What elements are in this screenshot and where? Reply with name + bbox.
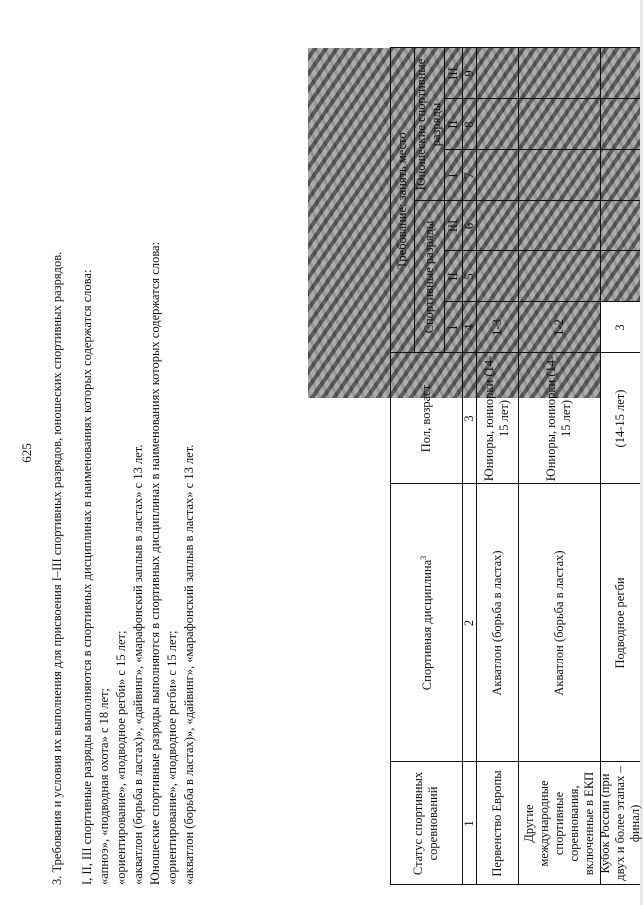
- header-sport-ranks: Спортивные разряды: [421, 220, 436, 334]
- rank-label: II: [445, 272, 460, 281]
- intro-line: «апноэ», «подводная охота» с 18 лет;: [97, 687, 111, 885]
- table-row-status: Кубок России (при двух и более этапах – финал): [597, 766, 642, 881]
- table-row-rank-i: 3: [612, 324, 627, 331]
- table-line: [462, 48, 463, 885]
- column-number: 8: [461, 121, 476, 128]
- rank-label: I: [445, 173, 460, 178]
- header-status: Статус спортивных соревнований: [411, 771, 440, 876]
- table-line: [444, 250, 640, 251]
- table-line: [476, 48, 477, 885]
- table-line: [414, 200, 640, 201]
- intro-line: «акватлон (борьба в ластах)», «дайвинг», «марафонский заплыв в ластах» с 13 лет.: [131, 444, 145, 885]
- intro-line: Юношеские спортивные разряды выполняются в спортивных дисциплинах в наименованиях которых содержатся слова:: [148, 241, 162, 885]
- table-line: [518, 48, 519, 885]
- column-number: 1: [461, 820, 476, 827]
- table-row-status: Другие международные спортивные соревнования, включенные в ЕКП: [521, 771, 596, 876]
- table-line: [444, 301, 640, 302]
- header-requirement: Требование: занять место: [394, 132, 409, 269]
- column-number: 5: [461, 273, 476, 280]
- table-line: [390, 48, 391, 885]
- table-row-status: Первенство Европы: [489, 770, 504, 877]
- section-heading: 3. Требования и условия их выполнения для присвоения I–III спортивных разрядов, юношеских спортивных разрядов.: [50, 251, 64, 885]
- table-row-gender-age: Юниоры, юниорки (14-15 лет): [544, 355, 573, 482]
- column-number: 3: [461, 415, 476, 422]
- rank-label: III: [445, 219, 460, 233]
- rank-label: II: [445, 120, 460, 129]
- intro-line: I, II, III спортивные разряды выполняются в спортивных дисциплинах в наименованиях которых содержатся слова:: [80, 269, 94, 885]
- table-row-discipline: Подводное регби: [612, 577, 627, 669]
- rank-label: III: [445, 67, 460, 80]
- column-number: 9: [461, 70, 476, 77]
- table-row-discipline: Акватлон (борьба в ластах): [551, 550, 566, 696]
- column-number: 2: [461, 619, 476, 627]
- column-number: 6: [461, 222, 476, 230]
- table-line: [390, 884, 640, 885]
- page-number: 625: [19, 443, 34, 463]
- header-discipline: Спортивная дисциплина$^3$: [419, 555, 435, 691]
- header-gender-age: Пол, возраст: [418, 384, 433, 453]
- intro-line: «акватлон (борьба в ластах)», «дайвинг», «марафонский заплыв в ластах» с 13 лет.: [182, 444, 196, 885]
- rank-label: I: [445, 325, 460, 330]
- table-row-rank-i: 1-2: [551, 319, 566, 336]
- table-line: [390, 761, 640, 762]
- table-line: [444, 98, 640, 99]
- table-row-rank-i: 1-3: [489, 319, 504, 336]
- intro-line: «ориентирование», «подводное регби» с 15 лет;: [165, 630, 179, 885]
- table-line: [600, 48, 601, 885]
- table-line: [390, 47, 640, 48]
- table-line: [444, 149, 640, 150]
- intro-line: «ориентирование», «подводное регби» с 15 лет;: [114, 630, 128, 885]
- table-row-gender-age: (14-15 лет): [612, 389, 627, 448]
- hatched-area: [600, 48, 640, 302]
- column-number: 4: [461, 324, 476, 331]
- table-line: [390, 352, 640, 353]
- column-number: 7: [461, 172, 476, 179]
- table-row-discipline: Акватлон (борьба в ластах): [489, 550, 504, 696]
- table-line: [390, 483, 640, 484]
- header-youth-ranks: Юношеские спортивные разряды: [414, 58, 443, 191]
- table-row-gender-age: Юниоры, юниорки (14-15 лет): [482, 355, 511, 482]
